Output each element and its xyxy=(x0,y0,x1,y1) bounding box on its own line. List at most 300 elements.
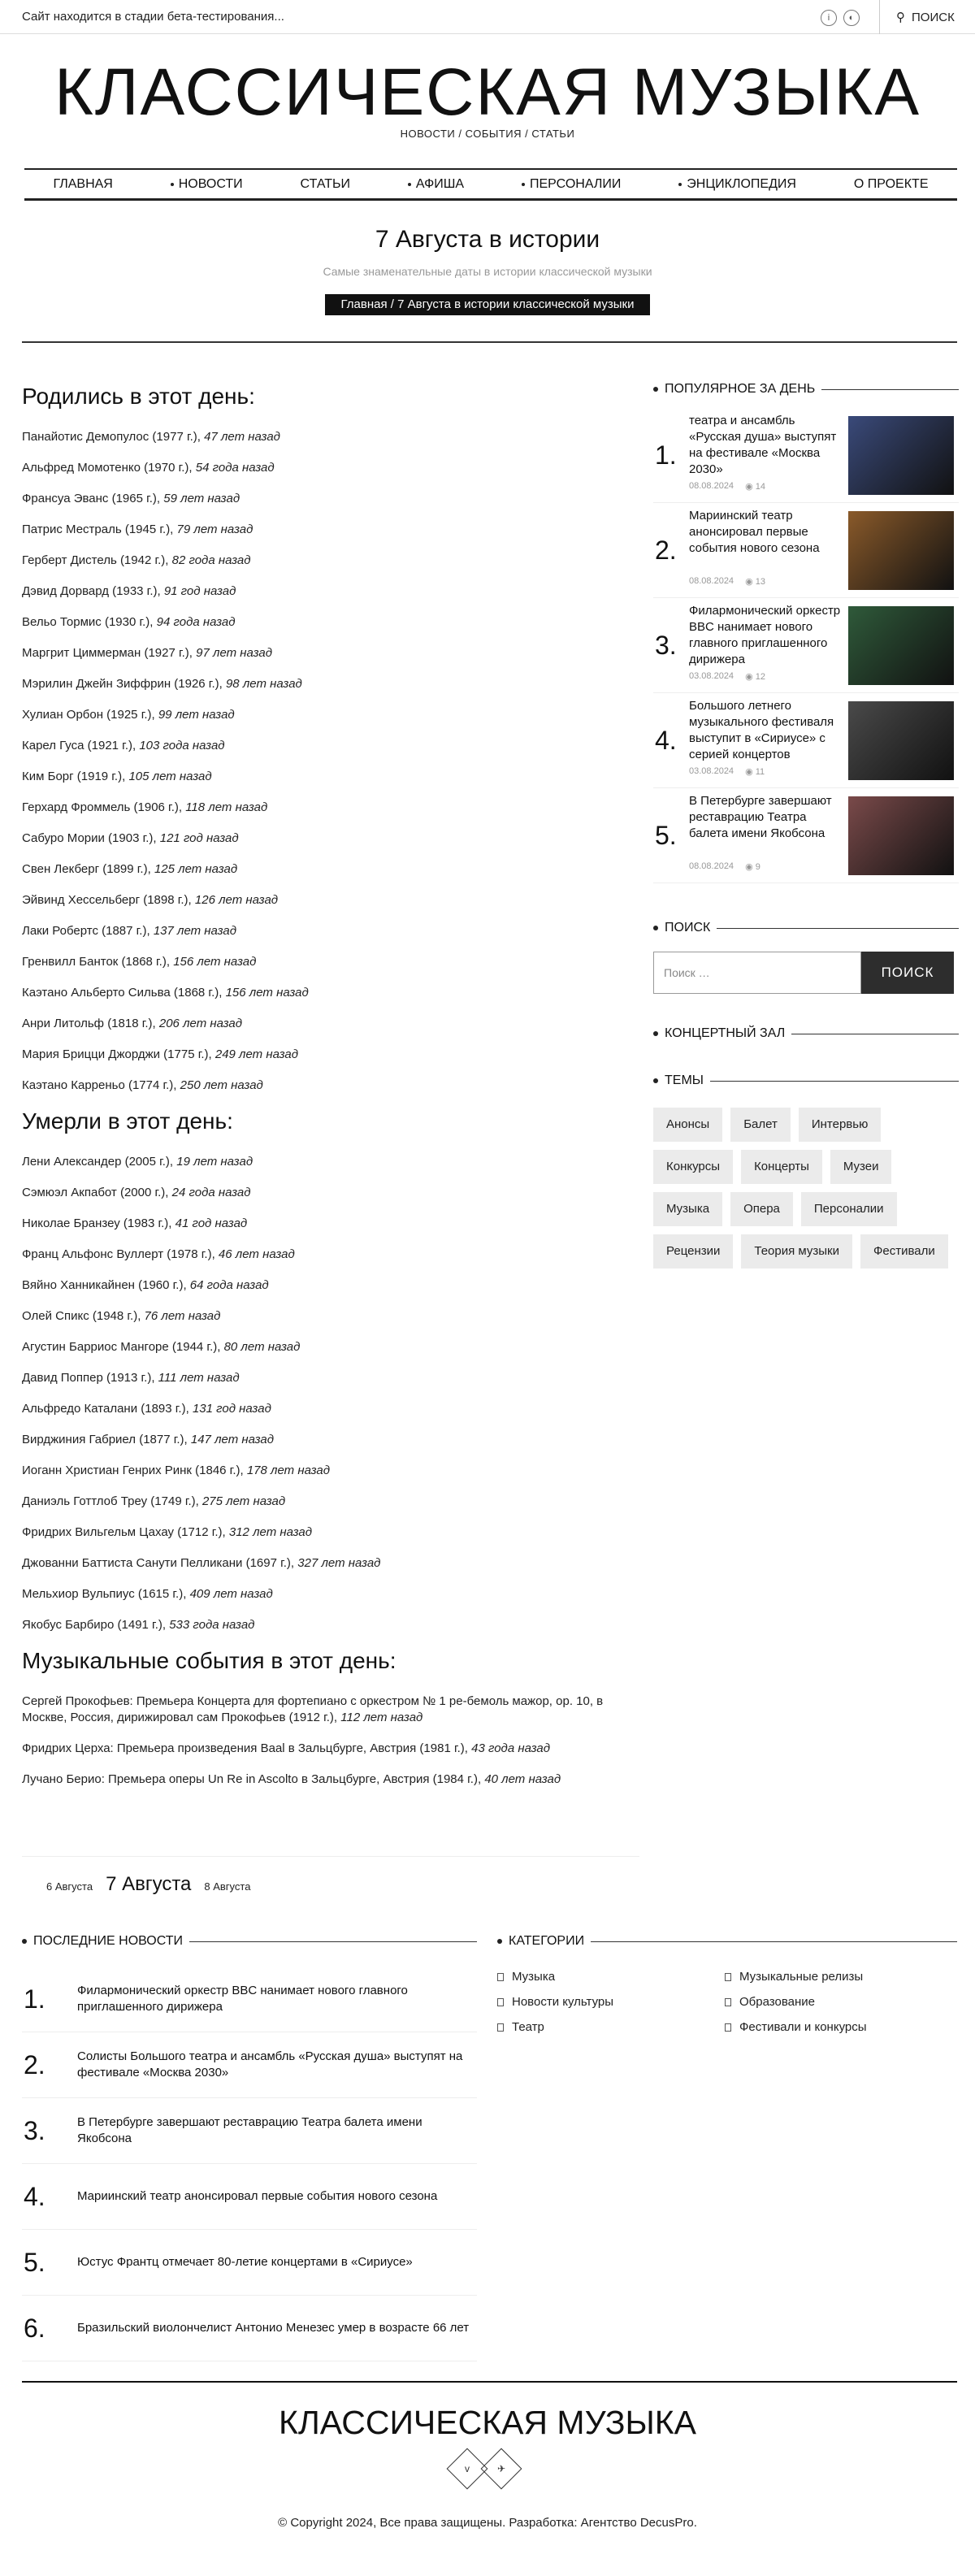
views-count: 12 xyxy=(755,672,765,682)
tag-link[interactable]: Концерты xyxy=(741,1150,822,1184)
latest-number: 4. xyxy=(24,2181,46,2211)
tag-link[interactable]: Интервью xyxy=(799,1108,882,1142)
list-item xyxy=(22,1741,639,1757)
tag-link[interactable]: Музыка xyxy=(653,1192,722,1226)
nav-item-about[interactable] xyxy=(854,177,929,192)
born-heading: Родились в этот день: xyxy=(22,384,255,409)
folder-icon xyxy=(497,1973,504,1981)
latest-title[interactable]: Мариинский театр анонсировал первые события нового сезона xyxy=(77,2189,438,2203)
item-name[interactable]: Анри Литольф (1818 г.), xyxy=(22,1017,156,1030)
item-name[interactable]: Патрис Местраль (1945 г.), xyxy=(22,523,174,536)
latest-news-widget xyxy=(22,1934,477,2361)
popular-number: 2. xyxy=(655,536,677,565)
tag-link[interactable]: Музеи xyxy=(830,1150,892,1184)
site-title[interactable]: КЛАССИЧЕСКАЯ МУЗЫКА xyxy=(54,55,921,129)
popular-meta xyxy=(689,576,848,587)
list-item xyxy=(22,707,639,723)
item-name[interactable]: Сабуро Мории (1903 г.), xyxy=(22,831,157,845)
item-name[interactable]: Давид Поппер (1913 г.), xyxy=(22,1371,155,1385)
dropdown-dot-icon xyxy=(408,183,411,186)
item-name[interactable]: Джованни Баттиста Санути Пелликани (1697 г.), xyxy=(22,1556,295,1570)
popular-title[interactable]: театра и ансамбль «Русская душа» выступят на фестивале «Москва 2030» xyxy=(689,414,837,476)
list-item xyxy=(22,522,639,538)
list-item xyxy=(22,1370,639,1386)
tag-link[interactable]: Теория музыки xyxy=(741,1234,852,1268)
category-link[interactable] xyxy=(497,1970,725,1984)
list-item xyxy=(22,1432,639,1448)
popular-thumbnail[interactable] xyxy=(848,511,954,590)
category-list xyxy=(497,1970,957,2034)
latest-title[interactable]: Филармонический оркестр BBC нанимает нового главного приглашенного дирижера xyxy=(77,1984,408,2014)
list-item xyxy=(22,614,639,631)
item-ago: 99 лет назад xyxy=(158,708,235,722)
category-label: Театр xyxy=(512,2020,544,2034)
footer-social-icons xyxy=(453,2454,516,2483)
tag-link[interactable]: Балет xyxy=(730,1108,791,1142)
list-item xyxy=(22,1308,639,1325)
divider xyxy=(22,341,957,343)
item-name[interactable]: Фридрих Церха: Премьера произведения Baal в Зальцбурге, Австрия (1981 г.), xyxy=(22,1741,468,1755)
item-name[interactable]: Маргрит Циммерман (1927 г.), xyxy=(22,646,193,660)
widget-title-label: ПОПУЛЯРНОЕ ЗА ДЕНЬ xyxy=(665,382,816,396)
views-count: 13 xyxy=(755,577,765,587)
tag-link[interactable]: Анонсы xyxy=(653,1108,722,1142)
latest-title[interactable]: В Петербурге завершают реставрацию Театра балета имени Якобсона xyxy=(77,2115,422,2145)
latest-number: 2. xyxy=(24,2049,46,2079)
latest-item[interactable] xyxy=(22,1967,477,2032)
nav-label: ПЕРСОНАЛИИ xyxy=(529,176,622,191)
popular-number: 4. xyxy=(655,726,677,755)
item-name[interactable]: Хулиан Орбон (1925 г.), xyxy=(22,708,155,722)
nav-item-persons[interactable] xyxy=(522,177,621,192)
popular-thumbnail[interactable] xyxy=(848,796,954,875)
main-nav xyxy=(24,168,957,201)
popular-thumbnail[interactable] xyxy=(848,606,954,685)
divider xyxy=(717,928,959,929)
contrast-icon[interactable]: ◐ xyxy=(843,10,860,26)
popular-meta xyxy=(689,861,848,872)
nav-item-encyclopedia[interactable] xyxy=(678,177,796,192)
item-ago: 131 год назад xyxy=(192,1402,271,1416)
item-name[interactable]: Франсуа Эванс (1965 г.), xyxy=(22,492,161,505)
latest-item[interactable] xyxy=(22,2230,477,2296)
list-item xyxy=(22,1693,639,1726)
list-item xyxy=(22,1524,639,1541)
category-label: Новости культуры xyxy=(512,1995,614,2009)
list-item xyxy=(22,460,639,476)
social-vk-icon[interactable]: v xyxy=(447,2448,488,2490)
died-list xyxy=(22,1154,639,1633)
list-item xyxy=(22,645,639,661)
list-item xyxy=(22,800,639,816)
popular-meta xyxy=(689,481,848,492)
folder-icon xyxy=(497,1998,504,2006)
breadcrumb-wrap xyxy=(0,294,975,315)
item-ago: 105 лет назад xyxy=(128,770,212,783)
list-item xyxy=(22,1494,639,1510)
item-name[interactable]: Сергей Прокофьев: Премьера Концерта для фортепиано с оркестром № 1 ре-бемоль мажор, ор. 10, в Москве, Россия, дирижировал сам Прокофьев (1912 г.), xyxy=(22,1694,604,1724)
site-tagline: НОВОСТИ / СОБЫТИЯ / СТАТЬИ xyxy=(400,128,575,140)
main-content xyxy=(22,382,639,1802)
item-ago: 24 года назад xyxy=(171,1186,251,1199)
item-name[interactable]: Олей Спикс (1948 г.), xyxy=(22,1309,141,1323)
views-count: 11 xyxy=(755,767,765,777)
died-heading: Умерли в этот день: xyxy=(22,1108,233,1134)
tag-link[interactable]: Опера xyxy=(730,1192,793,1226)
popular-date: 08.08.2024 xyxy=(689,576,734,586)
copyright: © Copyright 2024, Все права защищены. Разработка: Агентство DecusPro. xyxy=(278,2516,697,2530)
popular-text xyxy=(689,598,848,692)
tag-link[interactable]: Персоналии xyxy=(801,1192,897,1226)
tag-link[interactable]: Рецензии xyxy=(653,1234,733,1268)
item-ago: 156 лет назад xyxy=(225,986,309,1000)
folder-icon xyxy=(725,2023,731,2032)
popular-item[interactable] xyxy=(653,408,959,503)
divider xyxy=(821,389,959,390)
item-name[interactable]: Агустин Барриос Мангоре (1944 г.), xyxy=(22,1340,221,1354)
themes-widget-title xyxy=(653,1073,959,1088)
item-ago: 409 лет назад xyxy=(189,1587,273,1601)
item-ago: 206 лет назад xyxy=(158,1017,243,1030)
list-item xyxy=(22,1277,639,1294)
popular-thumbnail[interactable] xyxy=(848,701,954,780)
list-item xyxy=(22,738,639,754)
item-name[interactable]: Лаки Робертс (1887 г.), xyxy=(22,924,150,938)
dropdown-dot-icon xyxy=(171,183,174,186)
footer-divider xyxy=(22,2381,957,2383)
item-name[interactable]: Панайотис Демопулос (1977 г.), xyxy=(22,430,201,444)
latest-number: 3. xyxy=(24,2115,46,2145)
item-ago: 137 лет назад xyxy=(153,924,237,938)
popular-title[interactable]: Мариинский театр анонсировал первые события нового сезона xyxy=(689,509,820,555)
latest-number: 6. xyxy=(24,2313,46,2343)
item-name[interactable]: Свен Лекберг (1899 г.), xyxy=(22,862,151,876)
item-ago: 112 лет назад xyxy=(340,1711,423,1724)
categories-widget-title xyxy=(497,1934,957,1949)
nav-item-afisha[interactable] xyxy=(408,177,464,192)
popular-text xyxy=(689,693,848,787)
item-name[interactable]: Мэрилин Джейн Зиффрин (1926 г.), xyxy=(22,677,223,691)
popular-thumbnail[interactable] xyxy=(848,416,954,495)
dropdown-dot-icon xyxy=(522,183,525,186)
list-item xyxy=(22,1555,639,1572)
folder-icon xyxy=(725,1973,731,1981)
breadcrumb[interactable]: Главная / 7 Августа в истории классической музыки xyxy=(325,294,651,315)
item-ago: 43 года назад xyxy=(471,1741,551,1755)
popular-date: 03.08.2024 xyxy=(689,671,734,681)
bullet-icon xyxy=(22,1939,27,1944)
item-ago: 275 лет назад xyxy=(202,1494,286,1508)
bullet-icon xyxy=(653,1078,658,1083)
item-ago: 47 лет назад xyxy=(204,430,280,444)
latest-item[interactable] xyxy=(22,2164,477,2230)
popular-date: 03.08.2024 xyxy=(689,766,734,776)
list-item xyxy=(22,892,639,909)
item-ago: 178 лет назад xyxy=(246,1464,331,1477)
eye-icon: ◉ xyxy=(745,862,756,872)
popular-views xyxy=(745,671,765,682)
events-heading: Музыкальные события в этот день: xyxy=(22,1648,396,1673)
latest-title[interactable]: Юстус Франтц отмечает 80-летие концертами в «Сириусе» xyxy=(77,2255,413,2269)
eye-icon: ◉ xyxy=(745,672,756,682)
info-icon[interactable]: i xyxy=(821,10,837,26)
top-bar xyxy=(0,0,975,34)
footer-title[interactable]: КЛАССИЧЕСКАЯ МУЗЫКА xyxy=(278,2404,697,2441)
divider xyxy=(591,1941,957,1942)
item-name[interactable]: Каэтано Карреньо (1774 г.), xyxy=(22,1078,177,1092)
item-name[interactable]: Вяйно Ханникайнен (1960 г.), xyxy=(22,1278,187,1292)
popular-text xyxy=(689,503,848,597)
nav-label: НОВОСТИ xyxy=(178,176,243,191)
item-ago: 97 лет назад xyxy=(196,646,273,660)
list-item xyxy=(22,1016,639,1032)
list-item xyxy=(22,1772,639,1788)
item-ago: 327 лет назад xyxy=(297,1556,381,1570)
bullet-icon xyxy=(653,926,658,930)
list-item xyxy=(22,491,639,507)
search-input[interactable] xyxy=(653,952,861,994)
divider xyxy=(710,1081,959,1082)
item-ago: 64 года назад xyxy=(189,1278,269,1292)
item-name[interactable]: Герхард Фроммель (1906 г.), xyxy=(22,800,183,814)
item-ago: 249 лет назад xyxy=(214,1047,299,1061)
page-subtitle: Самые знаменательные даты в истории классической музыки xyxy=(323,265,652,278)
item-ago: 121 год назад xyxy=(159,831,239,845)
tag-link[interactable]: Фестивали xyxy=(860,1234,948,1268)
search-icon: ⚲ xyxy=(896,11,905,24)
item-name[interactable]: Каэтано Альберто Сильва (1868 г.), xyxy=(22,986,223,1000)
prev-date-link[interactable]: 6 Августа xyxy=(46,1880,93,1893)
item-name[interactable]: Лучано Берио: Премьера оперы Un Re in Ascolto в Зальцбурге, Австрия (1984 г.), xyxy=(22,1772,482,1786)
item-ago: 79 лет назад xyxy=(176,523,254,536)
item-name[interactable]: Якобус Барбиро (1491 г.), xyxy=(22,1618,167,1632)
item-name[interactable]: Вирджиния Габриел (1877 г.), xyxy=(22,1433,188,1446)
popular-title[interactable]: Филармонический оркестр BBC нанимает нового главного приглашенного дирижера xyxy=(689,604,841,666)
popular-text xyxy=(689,788,848,883)
beta-notice: Сайт находится в стадии бета-тестирования... xyxy=(22,10,284,24)
popular-views xyxy=(745,481,765,492)
folder-icon xyxy=(497,2023,504,2032)
item-name[interactable]: Мельхиор Вульпиус (1615 г.), xyxy=(22,1587,187,1601)
list-item xyxy=(22,1047,639,1063)
popular-text xyxy=(689,408,848,502)
item-ago: 91 год назад xyxy=(163,584,236,598)
item-name[interactable]: Фридрих Вильгельм Цахау (1712 г.), xyxy=(22,1525,226,1539)
latest-number: 1. xyxy=(24,1984,46,2014)
popular-widget-title xyxy=(653,382,959,397)
popular-title[interactable]: В Петербурге завершают реставрацию Театра балета имени Якобсона xyxy=(689,794,832,840)
item-ago: 46 лет назад xyxy=(218,1247,295,1261)
item-ago: 312 лет назад xyxy=(228,1525,313,1539)
categories-widget xyxy=(497,1934,957,2034)
list-item xyxy=(22,1078,639,1094)
category-label: Музыкальные релизы xyxy=(739,1970,864,1984)
bullet-icon xyxy=(653,1031,658,1036)
top-search-label: ПОИСК xyxy=(912,10,955,24)
category-link[interactable] xyxy=(725,1995,952,2009)
item-ago: 19 лет назад xyxy=(176,1155,254,1169)
widget-title-label: КАТЕГОРИИ xyxy=(509,1934,585,1948)
popular-item[interactable] xyxy=(653,503,959,598)
item-name[interactable]: Карел Гуса (1921 г.), xyxy=(22,739,136,752)
item-name[interactable]: Ким Борг (1919 г.), xyxy=(22,770,126,783)
item-ago: 54 года назад xyxy=(195,461,275,475)
item-ago: 82 года назад xyxy=(171,553,251,567)
popular-meta xyxy=(689,671,848,682)
sidebar xyxy=(653,382,959,1268)
list-item xyxy=(22,553,639,569)
item-name[interactable]: Иоганн Христиан Генрих Ринк (1846 г.), xyxy=(22,1464,244,1477)
item-ago: 250 лет назад xyxy=(180,1078,263,1092)
item-ago: 103 года назад xyxy=(139,739,225,752)
page-title: 7 Августа в истории xyxy=(375,226,600,253)
eye-icon: ◉ xyxy=(745,577,756,587)
nav-label: О ПРОЕКТЕ xyxy=(853,176,929,191)
item-name[interactable]: Даниэль Готтлоб Треу (1749 г.), xyxy=(22,1494,199,1508)
nav-item-articles[interactable] xyxy=(301,177,350,192)
popular-views xyxy=(745,766,765,777)
popular-item[interactable] xyxy=(653,788,959,883)
list-item xyxy=(22,429,639,445)
tag-cloud xyxy=(653,1108,959,1268)
widget-title-label: ПОСЛЕДНИЕ НОВОСТИ xyxy=(33,1934,184,1948)
latest-title[interactable]: Бразильский виолончелист Антонио Менезес умер в возрасте 66 лет xyxy=(77,2321,470,2335)
category-link[interactable] xyxy=(497,2020,725,2034)
item-ago: 533 года назад xyxy=(169,1618,255,1632)
item-name[interactable]: Герберт Дистель (1942 г.), xyxy=(22,553,169,567)
item-ago: 98 лет назад xyxy=(225,677,302,691)
category-label: Образование xyxy=(739,1995,815,2009)
search-widget-title xyxy=(653,921,959,935)
list-item xyxy=(22,1185,639,1201)
nav-label: ГЛАВНАЯ xyxy=(53,176,113,191)
folder-icon xyxy=(725,1998,731,2006)
date-navigation xyxy=(22,1856,639,1896)
latest-item[interactable] xyxy=(22,2098,477,2164)
item-ago: 94 года назад xyxy=(156,615,236,629)
item-ago: 59 лет назад xyxy=(163,492,240,505)
nav-label: АФИША xyxy=(415,176,465,191)
item-name[interactable]: Эйвинд Хессельберг (1898 г.), xyxy=(22,893,192,907)
latest-item[interactable] xyxy=(22,2032,477,2098)
nav-label: ЭНЦИКЛОПЕДИЯ xyxy=(687,176,796,191)
list-item xyxy=(22,1247,639,1263)
nav-item-news[interactable] xyxy=(171,177,243,192)
list-item xyxy=(22,1463,639,1479)
widget-title-label: ТЕМЫ xyxy=(665,1073,704,1087)
next-date-link[interactable]: 8 Августа xyxy=(204,1880,251,1893)
item-name[interactable]: Гренвилл Банток (1868 г.), xyxy=(22,955,171,969)
events-list xyxy=(22,1693,639,1788)
item-name[interactable]: Альфред Момотенко (1970 г.), xyxy=(22,461,193,475)
list-item xyxy=(22,861,639,878)
dropdown-dot-icon xyxy=(678,183,682,186)
list-item xyxy=(22,1216,639,1232)
latest-title[interactable]: Солисты Большого театра и ансамбль «Русская душа» выступят на фестивале «Москва 2030» xyxy=(77,2049,463,2079)
popular-number: 1. xyxy=(655,440,677,470)
search-button[interactable]: ПОИСК xyxy=(861,952,954,994)
category-label: Фестивали и конкурсы xyxy=(739,2020,867,2034)
list-item xyxy=(22,676,639,692)
item-name[interactable]: Альфредо Каталани (1893 г.), xyxy=(22,1402,189,1416)
eye-icon: ◉ xyxy=(745,482,756,492)
item-name[interactable]: Франц Альфонс Вуллерт (1978 г.), xyxy=(22,1247,215,1261)
views-count: 9 xyxy=(755,862,760,872)
popular-item[interactable] xyxy=(653,598,959,693)
popular-number: 5. xyxy=(655,821,677,850)
list-item xyxy=(22,1339,639,1355)
popular-number: 3. xyxy=(655,631,677,660)
social-telegram-icon[interactable]: ✈ xyxy=(481,2448,522,2490)
list-item xyxy=(22,1154,639,1170)
latest-number: 5. xyxy=(24,2247,46,2277)
popular-list xyxy=(653,408,959,883)
list-item xyxy=(22,1586,639,1602)
popular-date: 08.08.2024 xyxy=(689,861,734,871)
item-name[interactable]: Лени Александер (2005 г.), xyxy=(22,1155,174,1169)
item-ago: 76 лет назад xyxy=(144,1309,221,1323)
list-item xyxy=(22,1617,639,1633)
widget-title-label: ПОИСК xyxy=(665,921,711,935)
top-search-button[interactable] xyxy=(879,0,975,34)
popular-views xyxy=(745,861,760,872)
concert-hall-widget-title xyxy=(653,1026,959,1041)
item-ago: 118 лет назад xyxy=(185,800,268,814)
nav-label: СТАТЬИ xyxy=(300,176,351,191)
list-item xyxy=(22,830,639,847)
bullet-icon xyxy=(497,1939,502,1944)
nav-item-home[interactable] xyxy=(53,177,112,192)
popular-views xyxy=(745,576,765,587)
item-ago: 41 год назад xyxy=(175,1216,248,1230)
category-label: Музыка xyxy=(512,1970,556,1984)
eye-icon: ◉ xyxy=(745,767,756,777)
popular-item[interactable] xyxy=(653,693,959,788)
item-ago: 156 лет назад xyxy=(173,955,257,969)
category-link[interactable] xyxy=(725,1970,952,1984)
item-ago: 80 лет назад xyxy=(223,1340,301,1354)
popular-meta xyxy=(689,766,848,777)
popular-date: 08.08.2024 xyxy=(689,481,734,491)
bullet-icon xyxy=(653,387,658,392)
list-item xyxy=(22,583,639,600)
item-name[interactable]: Николае Бранзеу (1983 г.), xyxy=(22,1216,172,1230)
item-ago: 125 лет назад xyxy=(154,862,238,876)
list-item xyxy=(22,985,639,1001)
tag-link[interactable]: Конкурсы xyxy=(653,1150,733,1184)
list-item xyxy=(22,1401,639,1417)
category-link[interactable] xyxy=(725,2020,952,2034)
item-name[interactable]: Мария Брицци Джорджи (1775 г.), xyxy=(22,1047,212,1061)
latest-item[interactable] xyxy=(22,2296,477,2361)
item-name[interactable]: Сэмюэл Акпабот (2000 г.), xyxy=(22,1186,169,1199)
born-list xyxy=(22,429,639,1094)
divider xyxy=(189,1941,477,1942)
list-item xyxy=(22,923,639,939)
latest-widget-title xyxy=(22,1934,477,1949)
item-name[interactable]: Вельо Тормис (1930 г.), xyxy=(22,615,154,629)
latest-list xyxy=(22,1967,477,2361)
item-name[interactable]: Дэвид Дорвард (1933 г.), xyxy=(22,584,161,598)
list-item xyxy=(22,769,639,785)
popular-title[interactable]: Большого летнего музыкального фестиваля выступит в «Сириусе» с серией концертов xyxy=(689,699,834,761)
category-link[interactable] xyxy=(497,1995,725,2009)
search-form xyxy=(653,952,959,994)
views-count: 14 xyxy=(755,482,765,492)
item-ago: 126 лет назад xyxy=(194,893,279,907)
item-ago: 147 лет назад xyxy=(190,1433,275,1446)
top-icons xyxy=(821,10,860,26)
